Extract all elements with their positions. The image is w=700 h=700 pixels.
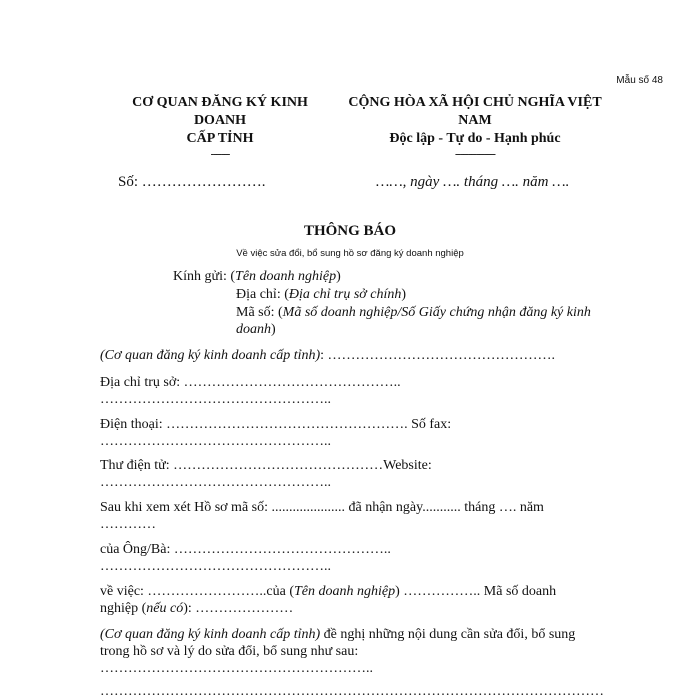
enterprise-code-note: nếu có [146, 601, 184, 616]
request-agency: (Cơ quan đăng ký kinh doanh cấp tỉnh) [100, 627, 321, 642]
phone-fax-cont: ………………………………………….. [100, 434, 331, 449]
recipient-code [236, 305, 591, 321]
form-code: Mẫu số 48 [616, 75, 663, 86]
agency-header-line2: DOANH [193, 113, 247, 128]
agency-header [100, 94, 340, 160]
email-website-cont: ………………………………………….. [100, 475, 331, 490]
document-subtitle: Về việc sửa đổi, bổ sung hồ sơ đăng ký doanh nghiệp [236, 248, 464, 259]
national-header-line2: NAM [458, 113, 492, 128]
agency-line [100, 348, 555, 364]
recipient-label: Kính gửi: ( [173, 269, 236, 284]
document-date: ……, ngày …. tháng …. năm …. [376, 174, 570, 190]
recipient-code-value: Mã số doanh nghiệp/Số Giấy chứng nhận đăng ký kinh [282, 305, 591, 320]
recipient-address-label: Địa chỉ: ( [236, 287, 289, 302]
about-line [100, 584, 556, 600]
agency-name: (Cơ quan đăng ký kinh doanh cấp tỉnh) [100, 348, 321, 363]
enterprise-code-prefix: nghiệp ( [100, 601, 147, 616]
national-header-divider: --------------- [455, 148, 495, 160]
document-number: Số: ……………………. [118, 174, 266, 190]
national-header-line1: CỘNG HÒA XÃ HỘI CHỦ NGHĨA VIỆT [348, 95, 602, 110]
about-prefix: về việc: ……………………..của ( [100, 584, 295, 599]
agency-header-line3: CẤP TỈNH [186, 131, 254, 146]
phone-fax-line: Điện thoại: ……………………………………………. Số fax: [100, 417, 452, 432]
recipient-code-label: Mã số: ( [236, 305, 283, 320]
recipient-address-close: ) [401, 287, 407, 302]
recipient-code-close: ) [271, 322, 276, 337]
final-dots: ……………………………………………………………………………………………… [100, 684, 604, 699]
recipient-address [236, 287, 406, 303]
request-line [100, 627, 575, 643]
recipient-address-value: Địa chỉ trụ sở chính [288, 287, 402, 302]
recipient-code-value-cont: doanh [236, 322, 271, 337]
agency-header-line1: CƠ QUAN ĐĂNG KÝ KINH [132, 95, 308, 110]
national-header [325, 94, 625, 160]
document-title: THÔNG BÁO [303, 223, 397, 239]
recipient-close: ) [336, 269, 341, 284]
person-line: của Ông/Bà: ……………………………………….. [100, 542, 391, 557]
recipient-value: Tên doanh nghiệp [235, 269, 337, 284]
recipient-code-cont [236, 322, 276, 338]
about-enterprise: Tên doanh nghiệp [294, 584, 396, 599]
recipient-line [173, 269, 341, 285]
person-cont: ………………………………………….. [100, 559, 331, 574]
email-website-line: Thư điện tử: ………………………………………Website: [100, 458, 432, 473]
national-motto: Độc lập - Tự do - Hạnh phúc [389, 131, 561, 146]
about-suffix: ) …………….. Mã số doanh [395, 584, 557, 599]
enterprise-code-line [100, 601, 293, 617]
enterprise-code-suffix: ): ………………… [183, 601, 294, 616]
agency-dots: : …………………………………………. [320, 348, 556, 363]
request-line-2: trong hồ sơ và lý do sửa đổi, bổ sung như sau: [100, 644, 359, 659]
review-line: Sau khi xem xét Hồ sơ mã số: ..................... đã nhận ngày........... tháng …. năm [100, 500, 544, 515]
office-address-cont: ………………………………………….. [100, 392, 331, 407]
request-dots: ………………………………………………….. [100, 661, 373, 676]
review-cont: ………… [100, 517, 156, 532]
request-text: đề nghị những nội dung cần sửa đổi, bổ sung [320, 627, 576, 642]
office-address-line: Địa chỉ trụ sở: ……………………………………….. [100, 375, 401, 390]
agency-header-divider: ------- [210, 148, 230, 160]
